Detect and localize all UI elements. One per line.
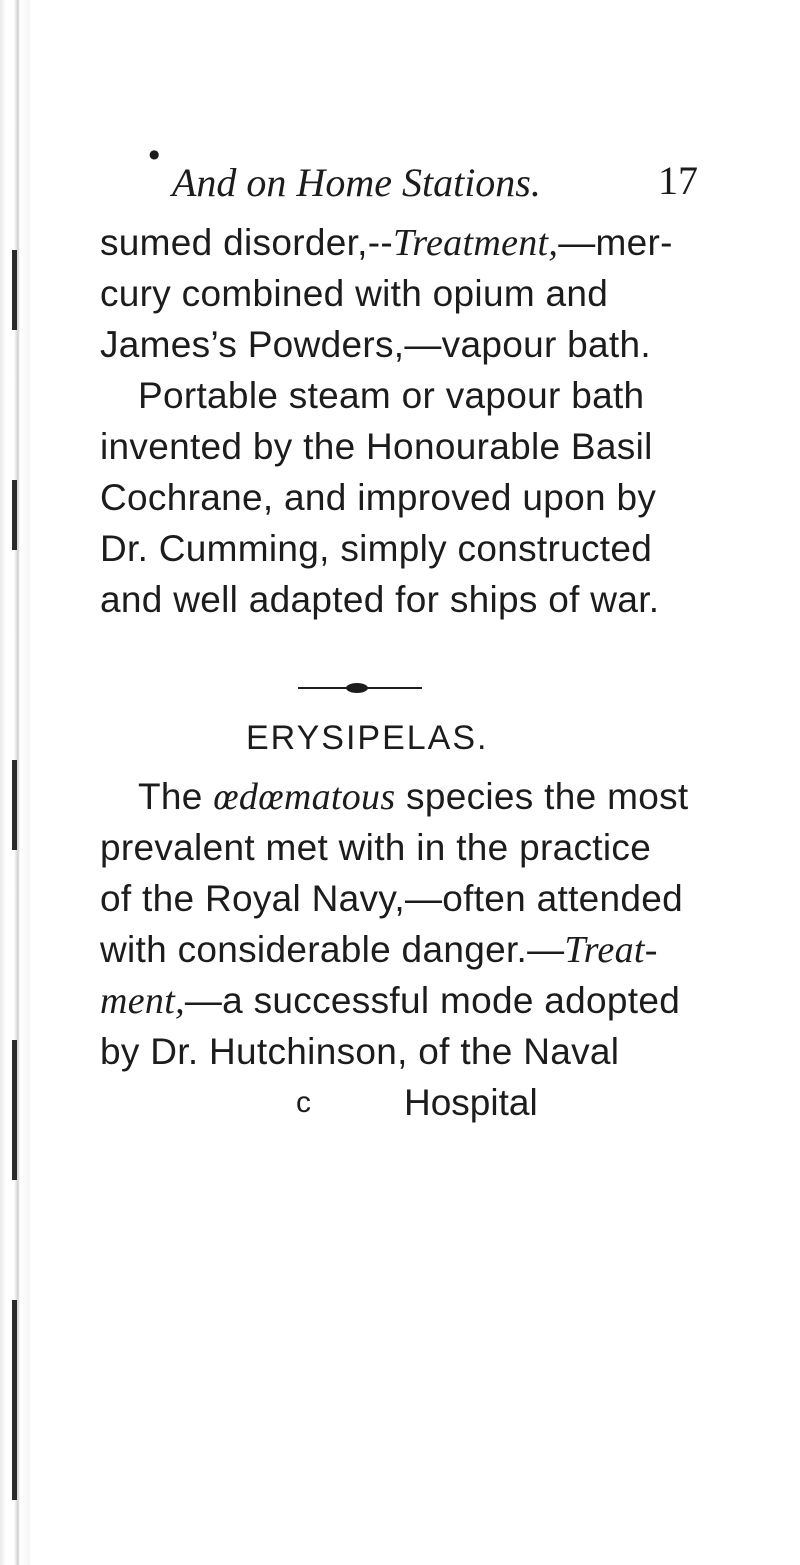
- running-head-title: And on Home Stations.: [172, 160, 541, 205]
- bullet-icon: ●: [149, 147, 160, 161]
- text-line: Cochrane, and improved upon by: [100, 477, 657, 518]
- text-line: [100, 924, 730, 975]
- italic-term: Treatment,: [393, 222, 559, 264]
- gutter-rule: [12, 1040, 17, 1180]
- text-line: of the Royal Navy,—often attended: [100, 878, 684, 919]
- italic-term: Treat-: [564, 929, 658, 971]
- gutter-rule: [12, 1300, 17, 1500]
- text-line: [100, 975, 730, 1026]
- book-page: [100, 145, 730, 1128]
- text-run: —mer-: [558, 222, 673, 263]
- text-line: cury combined with opium and: [100, 273, 609, 314]
- text-run: sumed disorder,--: [100, 222, 393, 263]
- divider-ornament-icon: [346, 683, 368, 693]
- gutter-rule: [12, 480, 17, 550]
- italic-term: œdœmatous: [213, 776, 396, 818]
- running-head: [100, 145, 730, 205]
- text-run: with considerable danger.—: [100, 929, 565, 970]
- text-line: Dr. Cumming, simply constructed: [100, 528, 653, 569]
- text-line: and well adapted for ships of war.: [100, 579, 660, 620]
- gutter-rule: [12, 760, 17, 850]
- text-line: [100, 771, 730, 822]
- text-run: —a successful mode adopted: [184, 980, 681, 1021]
- text-line: James’s Powders,—vapour bath.: [100, 324, 651, 365]
- italic-term: ment,: [100, 980, 185, 1022]
- section-divider: [100, 625, 730, 705]
- catchword: Hospital: [404, 1082, 538, 1123]
- gutter-rule: [12, 250, 17, 330]
- text-line: Portable steam or vapour bath: [138, 375, 645, 416]
- text-line: invented by the Honourable Basil: [100, 426, 653, 467]
- page-footer: [100, 1077, 730, 1128]
- text-run: species the most: [406, 776, 689, 817]
- section-heading: ERYSIPELAS.: [246, 719, 489, 757]
- text-line: by Dr. Hutchinson, of the Naval: [100, 1031, 620, 1072]
- text-line: prevalent met with in the practice: [100, 827, 652, 868]
- signature-mark: c: [296, 1086, 311, 1119]
- text-line: [100, 217, 730, 268]
- page-number: 17: [658, 158, 698, 203]
- binding-gutter: [0, 0, 30, 1565]
- text-run: The: [138, 776, 203, 817]
